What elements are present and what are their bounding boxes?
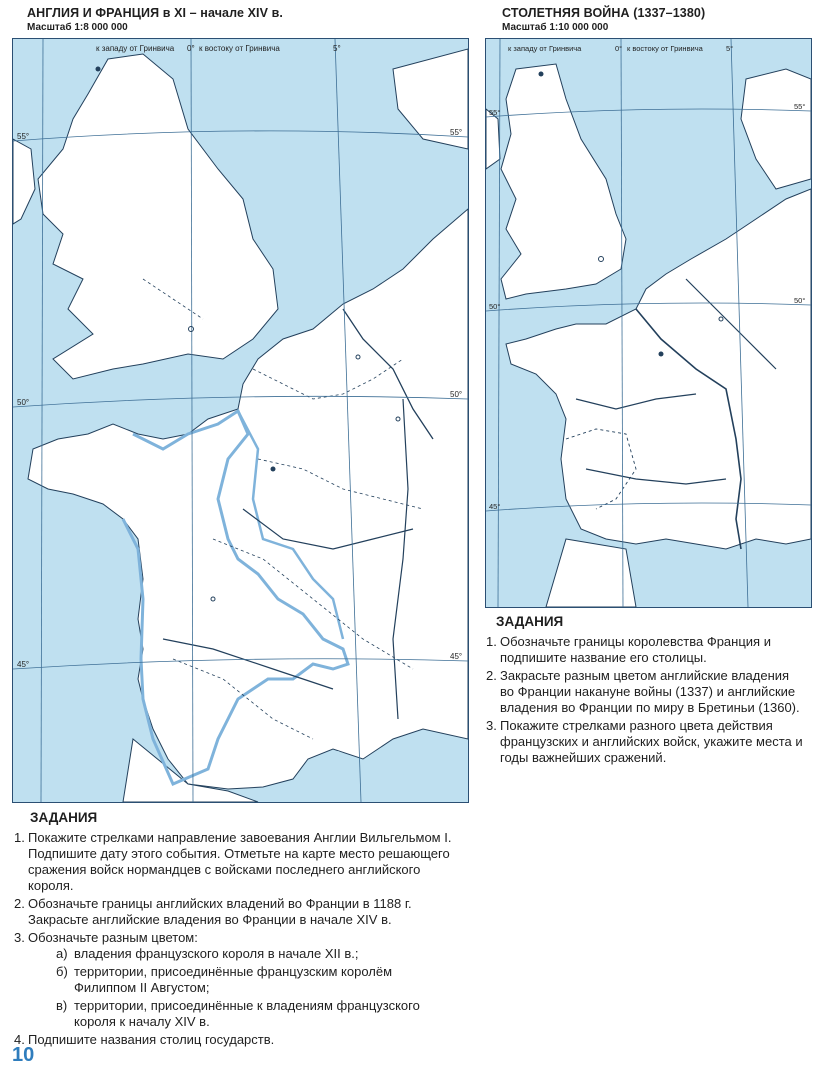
map1-lat-2: 45°: [17, 660, 30, 669]
map2-lat-1: 50°: [489, 302, 501, 311]
tasks-left-subitem: б) территории, присоединённые французским королём Филиппом II Августом;: [56, 964, 393, 995]
tasks-right: [486, 614, 806, 768]
tasks-left-subitem: в) территории, присоединённые к владениям французского короля к началу XIV в.: [56, 998, 420, 1029]
map2-svg: [486, 39, 811, 607]
map1-lat-4: 50°: [450, 390, 463, 399]
tasks-left-item: 4. Подпишите названия столиц государств.: [14, 1032, 275, 1047]
tasks-left: [14, 810, 454, 1050]
page-number: 10: [12, 1044, 35, 1066]
tasks-right-heading: ЗАДАНИЯ: [496, 614, 564, 629]
map1-lat-3: 45°: [450, 652, 463, 661]
tasks-left-item: 2. Обозначьте границы английских владений во Франции в 1188 г. Закрасьте английские владения во Франции в начале XIV в.: [14, 896, 412, 927]
tasks-left-item: 3. Обозначьте разным цветом: а) владения французского короля в начале XII в.; б) территории, присоединённые французским королём Филиппом II Августом; в) территории, присоединённые к владениям французского короля к началу XIV в.: [14, 930, 454, 1030]
map1-lat-1: 50°: [17, 398, 30, 407]
map2-lat-2: 45°: [489, 502, 501, 511]
map2-scale: Масштаб 1:10 000 000: [502, 22, 609, 33]
tasks-left-subitem: а) владения французского короля в начале XII в.;: [56, 946, 359, 961]
tasks-left-heading: ЗАДАНИЯ: [30, 810, 98, 825]
map1-lat-0: 55°: [17, 132, 30, 141]
map2-lon5-label: 5°: [726, 44, 734, 53]
map2-east-label: к востоку от Гринвича: [627, 44, 703, 53]
tasks-right-item: 1. Обозначьте границы королевства Франция и подпишите название его столицы.: [486, 634, 771, 665]
map2-lat-0: 55°: [489, 108, 501, 117]
map1-east-label: к востоку от Гринвича: [199, 44, 280, 53]
map1-scale: Масштаб 1:8 000 000: [27, 22, 128, 33]
map1-zero-label: 0°: [187, 44, 195, 53]
tasks-right-item: 3. Покажите стрелками разного цвета действия французских и английских войск, укажите места и годы важнейших сражений.: [486, 718, 803, 765]
map1-frame: [12, 38, 469, 803]
map2-frame: [485, 38, 812, 608]
map1-title: АНГЛИЯ И ФРАНЦИЯ в XI – начале XIV в.: [27, 6, 283, 20]
map2-title: СТОЛЕТНЯЯ ВОЙНА (1337–1380): [502, 6, 706, 20]
map2-west-label: к западу от Гринвича: [508, 44, 582, 53]
map2-zero-label: 0°: [615, 44, 623, 53]
map1-lon5-label: 5°: [333, 44, 341, 53]
map2-lat-4: 50°: [794, 296, 806, 305]
map2-lat-3: 55°: [794, 102, 806, 111]
map1-west-label: к западу от Гринвича: [96, 44, 175, 53]
tasks-right-item: 2. Закрасьте разным цветом английские владения во Франции накануне войны (1337) и английские владения во Франции по миру в Бретиньи (1360).: [486, 668, 800, 715]
tasks-left-item: 1. Покажите стрелками направление завоевания Англии Вильгельмом I. Подпишите дату этого события. Отметьте на карте место решающего сражения войск нормандцев с войсками последнего английского короля.: [14, 830, 452, 893]
map1-svg: [13, 39, 468, 802]
tasks-left-sublist: [56, 946, 454, 1030]
map1-lat-5: 55°: [450, 128, 463, 137]
